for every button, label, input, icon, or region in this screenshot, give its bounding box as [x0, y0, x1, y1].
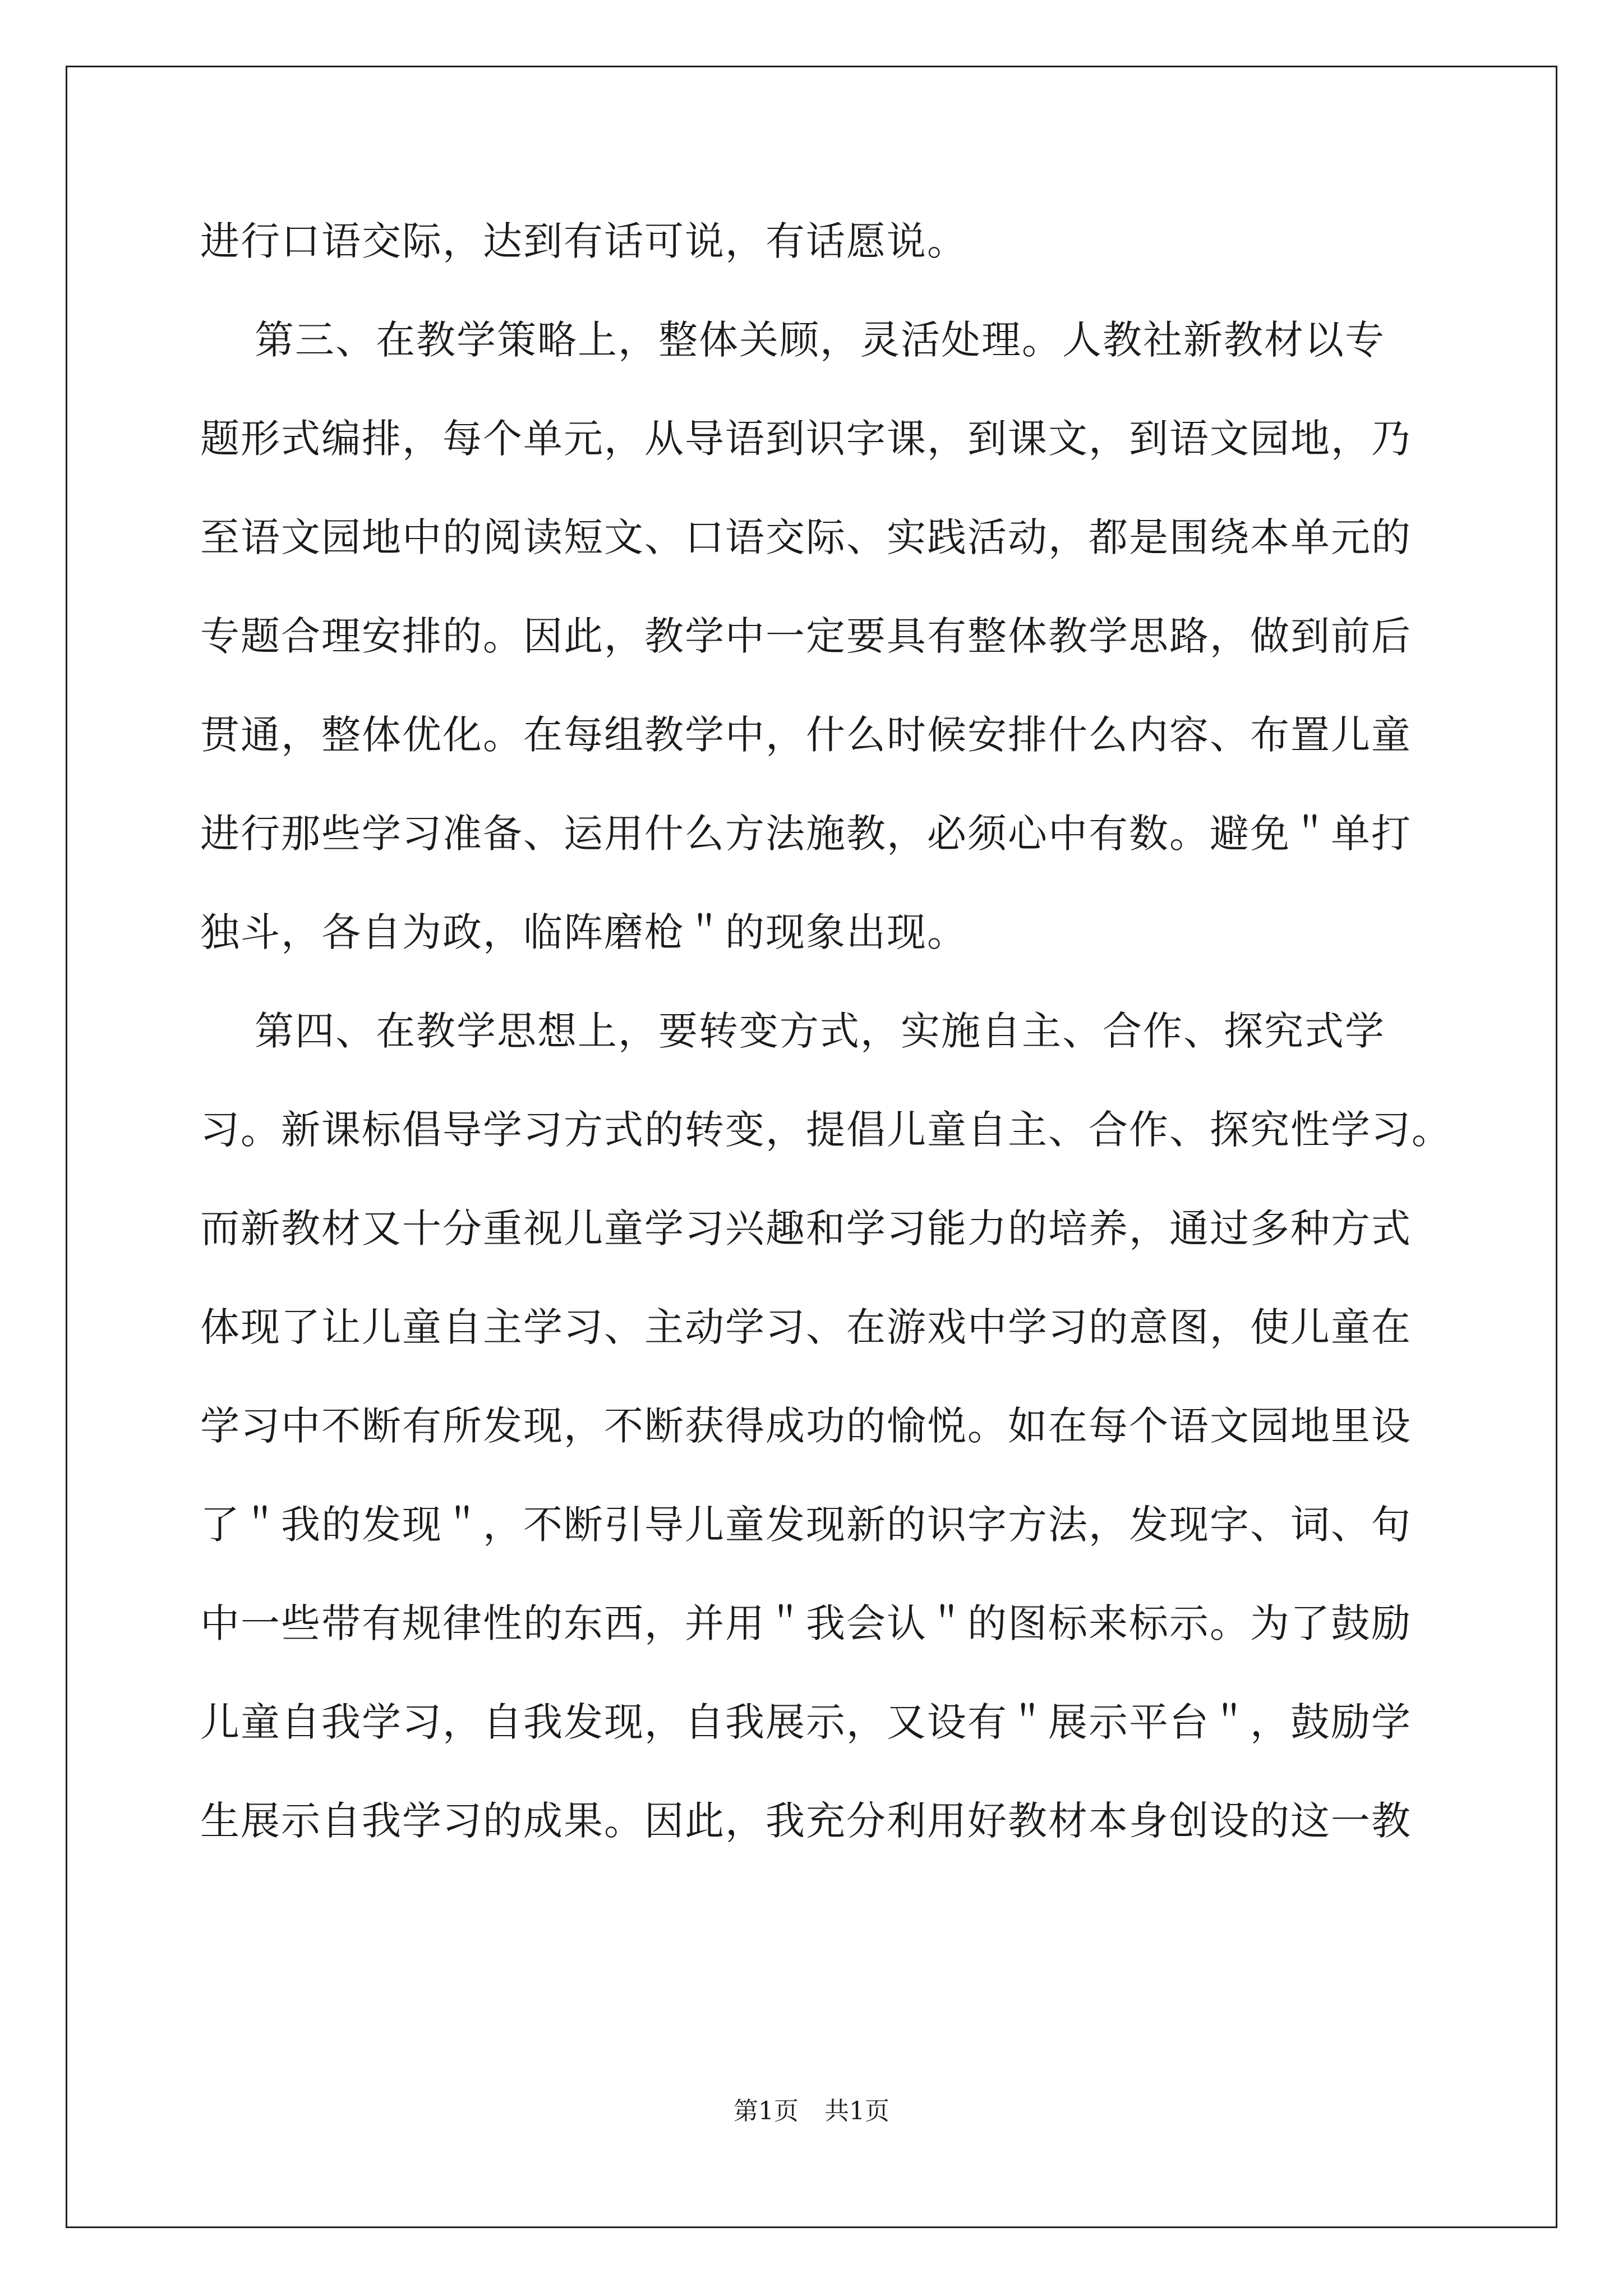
text-line: 第四、在教学思想上，要转变方式，实施自主、合作、探究式学	[200, 1008, 1386, 1054]
text-line: 进行口语交际，达到有话可说，有话愿说。	[200, 218, 967, 264]
text-line: 第三、在教学策略上，整体关顾，灵活处理。人教社新教材以专	[200, 317, 1386, 363]
text-line: 题形式编排，每个单元，从导语到识字课，到课文，到语文园地，乃	[200, 416, 1412, 462]
text-line: 贯通，整体优化。在每组教学中，什么时候安排什么内容、布置儿童	[200, 712, 1412, 758]
text-line: 学习中不断有所发现，不断获得成功的愉悦。如在每个语文园地里设	[200, 1403, 1412, 1449]
text-line: 专题合理安排的。因此，教学中一定要具有整体教学思路，做到前后	[200, 613, 1412, 659]
text-line: 独斗，各自为政，临阵磨枪＂的现象出现。	[200, 909, 967, 955]
page-footer	[0, 2096, 1623, 2127]
text-line: 至语文园地中的阅读短文、口语交际、实践活动，都是围绕本单元的	[200, 514, 1412, 560]
text-line: 习。新课标倡导学习方式的转变，提倡儿童自主、合作、探究性学习。	[200, 1107, 1452, 1153]
text-line: 了＂我的发现＂，不断引导儿童发现新的识字方法，发现字、词、句	[200, 1502, 1412, 1548]
text-line: 儿童自我学习，自我发现，自我展示，又设有＂展示平台＂，鼓励学	[200, 1699, 1412, 1745]
text-line: 生展示自我学习的成果。因此，我充分利用好教材本身创设的这一教	[200, 1798, 1412, 1844]
text-line: 体现了让儿童自主学习、主动学习、在游戏中学习的意图，使儿童在	[200, 1304, 1412, 1350]
text-line: 而新教材又十分重视儿童学习兴趣和学习能力的培养，通过多种方式	[200, 1205, 1412, 1251]
document-body	[200, 214, 1452, 1893]
text-line: 中一些带有规律性的东西，并用＂我会认＂的图标来标示。为了鼓励	[200, 1600, 1412, 1646]
page-total: 共1页	[824, 2097, 889, 2125]
text-line: 进行那些学习准备、运用什么方法施教，必须心中有数。避免＂单打	[200, 811, 1412, 857]
page-number: 第1页	[734, 2097, 799, 2125]
